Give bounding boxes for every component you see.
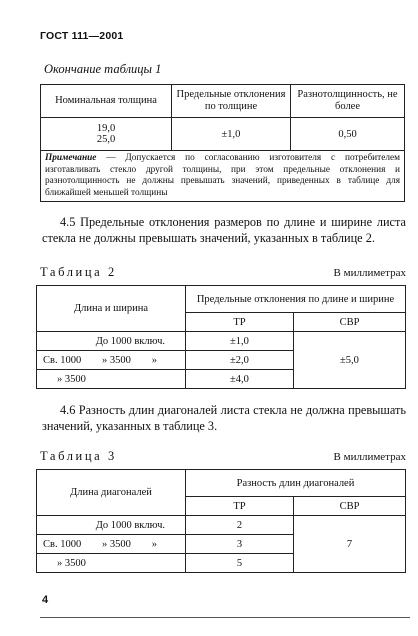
t3-row-3-text: » 3500 (57, 557, 86, 569)
t3-subheader-tp: ТР (186, 497, 294, 516)
t1-note-text: — Допускается по согласованию изготовителя с потребителем изготавливать стекло другой толщины, при этом предельные отклонения и разнотолщинность не должны превышать значений, приведенных в таблице для ближайшей меньшей толщины (45, 153, 400, 198)
paragraph-4-6-text: 4.6 Разность длин диагоналей листа стекла не должна превышать значений, указанных в таблице 3. (42, 403, 406, 433)
t2-subheader-svr: СВР (294, 313, 406, 332)
table-continuation-label: Окончание таблицы 1 (44, 62, 162, 76)
table-3-caption: Таблица 3 (40, 449, 117, 463)
t3-header-diagonal: Длина диагоналей (37, 470, 186, 516)
t3-row-2-tp: 3 (186, 535, 294, 554)
t1-header-deviation: Предельные отклонения по толщине (172, 85, 291, 118)
t3-row-2-from: Св. 1000 (43, 538, 82, 550)
page-number: 4 (42, 594, 49, 606)
t3-row-3-tp: 5 (186, 554, 294, 573)
t3-svr-value: 7 (294, 516, 406, 573)
t3-row-2-to: » 3500 (102, 538, 131, 550)
footer-divider (40, 617, 410, 618)
t3-row-3-label (37, 554, 186, 573)
t2-row-2-from: Св. 1000 (43, 354, 82, 366)
t1-note-label: Примечание (45, 153, 97, 163)
t1-thickness-1: 19,0 (96, 123, 116, 134)
t2-row-1-label: До 1000 включ. (37, 332, 186, 351)
table-1 (40, 84, 405, 202)
t1-header-thickness: Номинальная толщина (41, 85, 172, 118)
t2-row-3-label (37, 370, 186, 389)
document-header: ГОСТ 111—2001 (40, 30, 124, 42)
t2-row-2-to: » 3500 (102, 354, 131, 366)
t2-header-deviation: Предельные отклонения по длине и ширине (186, 286, 406, 313)
table-3-units: В миллиметрах (333, 451, 406, 463)
t3-subheader-svr: СВР (294, 497, 406, 516)
t3-row-1-label: До 1000 включ. (37, 516, 186, 535)
t3-row-1-tp: 2 (186, 516, 294, 535)
t1-header-variation: Разнотолщинность, не более (291, 85, 405, 118)
t2-row-2-label (37, 351, 186, 370)
t1-note (41, 151, 405, 202)
t3-row-2-label (37, 535, 186, 554)
t1-variation: 0,50 (291, 118, 405, 151)
t2-header-length: Длина и ширина (37, 286, 186, 332)
t1-deviation: ±1,0 (172, 118, 291, 151)
t2-row-2-ditto: » (151, 354, 157, 366)
table-2 (36, 285, 406, 389)
t2-subheader-tp: ТР (186, 313, 294, 332)
t2-svr-value: ±5,0 (294, 332, 406, 389)
t3-row-2-ditto: » (151, 538, 157, 550)
t1-thickness-2: 25,0 (96, 134, 116, 145)
table-2-units: В миллиметрах (333, 267, 406, 279)
t2-row-3-tp: ±4,0 (186, 370, 294, 389)
paragraph-4-5-text: 4.5 Предельные отклонения размеров по длине и ширине листа стекла не должны превышать значений, указанных в таблице 2. (42, 215, 406, 245)
t2-row-2-tp: ±2,0 (186, 351, 294, 370)
table-3 (36, 469, 406, 573)
t2-row-3-text: » 3500 (57, 373, 86, 385)
paragraph-4-6 (42, 402, 406, 434)
t1-thickness-cell (41, 118, 172, 151)
t2-row-1-tp: ±1,0 (186, 332, 294, 351)
paragraph-4-5 (42, 214, 406, 246)
table-2-caption: Таблица 2 (40, 265, 117, 279)
t3-header-difference: Разность длин диагоналей (186, 470, 406, 497)
